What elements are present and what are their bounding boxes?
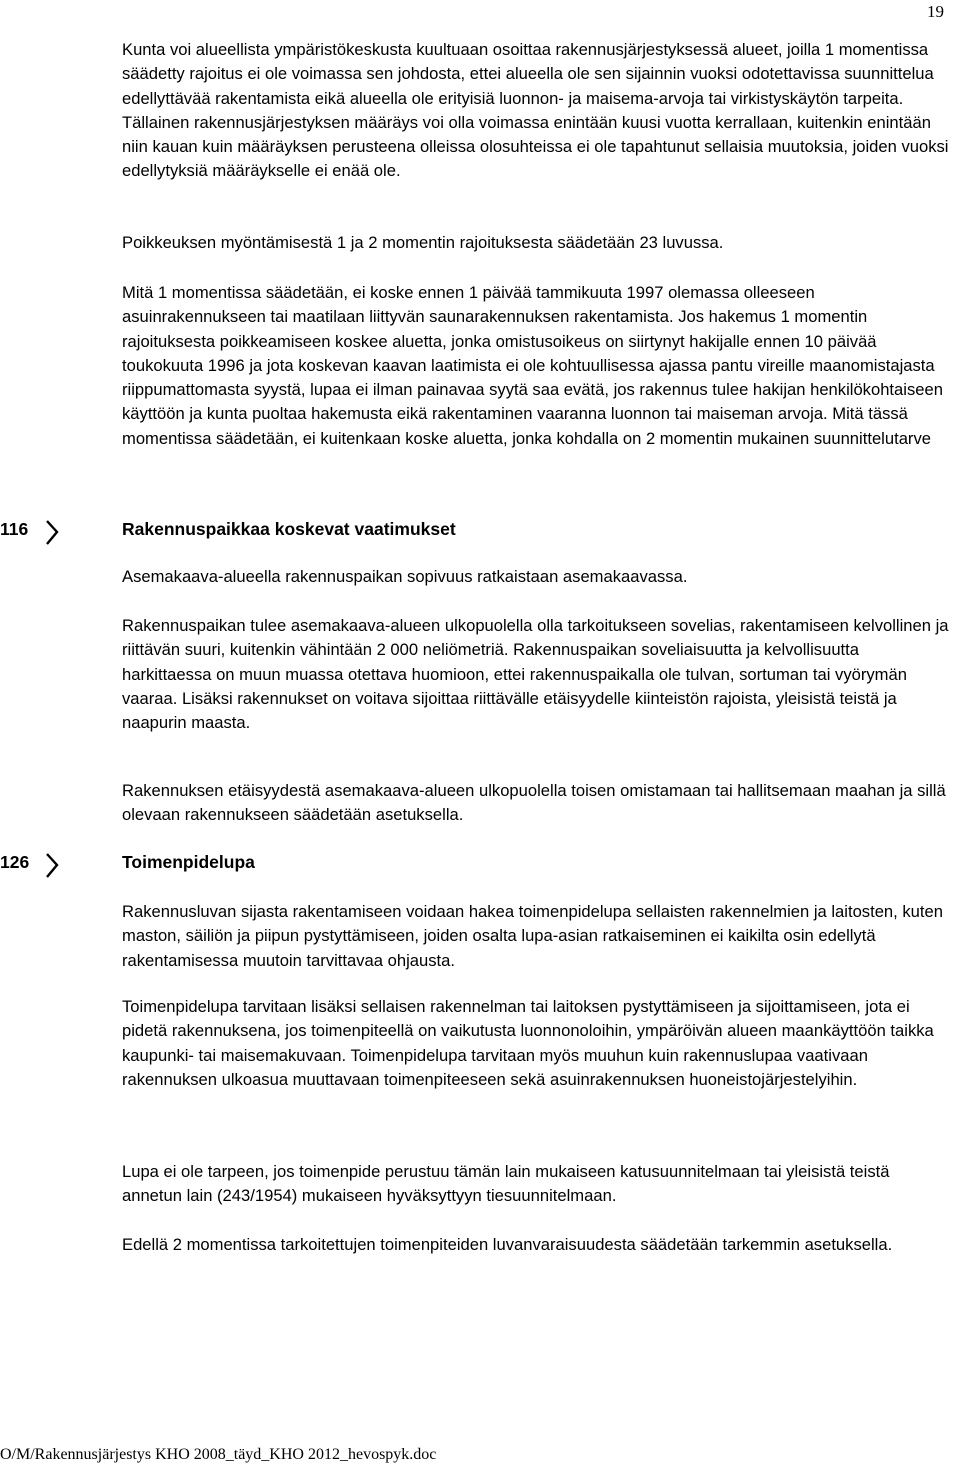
intro-paragraph-2: Poikkeuksen myöntämisestä 1 ja 2 momentin rajoituksesta säädetään 23 luvussa. [122,233,724,252]
paragraph [122,281,950,451]
section-126-paragraph-4: Edellä 2 momentissa tarkoitettujen toimenpiteiden luvanvaraisuudesta säädetään tarkemmin asetuksella. [122,1235,893,1254]
section-sign-icon [44,853,60,879]
paragraph [122,38,950,184]
section-number: 126 [0,852,30,872]
section-116-paragraph-1: Asemakaava-alueella rakennuspaikan sopivuus ratkaistaan asemakaavassa. [122,567,688,586]
paragraph [122,900,950,973]
section-title: Rakennuspaikkaa koskevat vaatimukset [122,519,456,539]
section-sign-icon [44,520,60,546]
section-126-paragraph-1: Rakennusluvan sijasta rakentamiseen voidaan hakea toimenpidelupa sellaisten rakennelmien ja laitosten, kuten maston, säiliön ja piipun pystyttämiseen, joiden osalta lupa-asian ratkaiseminen ei kaikilta osin edellytä rakentamisessa muutoin tarvittavaa ohjausta. [122,902,943,970]
section-title: Toimenpidelupa [122,852,255,872]
paragraph [122,779,950,828]
paragraph [122,995,950,1092]
footer-filename: O/M/Rakennusjärjestys KHO 2008_täyd_KHO 2012_hevospyk.doc [0,1446,437,1463]
paragraph [122,565,950,589]
intro-paragraph-3: Mitä 1 momentissa säädetään, ei koske ennen 1 päivää tammikuuta 1997 olemassa olleeseen asuinrakennukseen tai maatilaan liittyvän saunarakennuksen rakentamista. Jos hakemus 1 momentin rajoituksesta poikkeamiseen koskee aluetta, jonka omistusoikeus on siirtynyt hakijalle ennen 10 päivää toukokuuta 1996 ja jota koskevan kaavan laatimista ei ole kohtuullisessa ajassa pantu vireille maanomistajasta riippumattomasta syystä, lupaa ei ilman painavaa syytä saa evätä, jos rakennus tulee hakijan henkilökohtaiseen käyttöön ja kunta puoltaa hakemusta eikä rakentaminen vaaranna luonnon tai maiseman arvoja. Mitä tässä momentissa säädetään, ei kuitenkaan koske aluetta, jonka kohdalla on 2 momentin mukainen suunnittelutarve [122,283,943,448]
paragraph [122,614,950,735]
section-number: 116 [0,519,29,539]
paragraph [122,231,950,255]
page-number: 19 [927,2,944,21]
intro-paragraph-1: Kunta voi alueellista ympäristökeskusta kuultuaan osoittaa rakennusjärjestyksessä alueet, joilla 1 momentissa säädetty rajoitus ei ole voimassa sen johdosta, ettei alueella ole sen sijainnin vuoksi odotettavissa suunnittelua edellyttävää rakentamista eikä alueella ole erityisiä luonnon- ja maisema-arvoja tai virkistyskäytön tarpeita. Tällainen rakennusjärjestyksen määräys voi olla voimassa enintään kuusi vuotta kerrallaan, kuitenkin enintään niin kauan kuin määräyksen perusteena olleissa olosuhteissa ei ole tapahtunut sellaisia muutoksia, joiden vuoksi edellytyksiä määräykselle ei enää ole. [122,40,949,181]
paragraph [122,1160,950,1209]
section-116-paragraph-2: Rakennuspaikan tulee asemakaava-alueen ulkopuolella olla tarkoitukseen sovelias, rakentamiseen kelvollinen ja riittävän suuri, kuitenkin vähintään 2 000 neliömetriä. Rakennuspaikan soveliaisuutta ja kelvollisuutta harkittaessa on muun muassa otettava huomioon, ettei rakennuspaikalla ole tulvan, sortuman tai vyörymän vaaraa. Lisäksi rakennukset on voitava sijoittaa riittävälle etäisyydelle kiinteistön rajoista, yleisistä teistä ja naapurin maasta. [122,616,949,733]
section-126-paragraph-2: Toimenpidelupa tarvitaan lisäksi sellaisen rakennelman tai laitoksen pystyttämiseen ja sijoittamiseen, jota ei pidetä rakennuksena, jos toimenpiteellä on vaikutusta luonnonoloihin, ympäröivän alueen maankäyttöön taikka kaupunki- tai maisemakuvaan. Toimenpidelupa tarvitaan myös muuhun kuin rakennuslupaa vaativaan rakennuksen ulkoasua muuttavaan toimenpiteeseen sekä asuinrakennuksen huoneistojärjestelyihin. [122,997,934,1089]
paragraph [122,1233,950,1257]
section-116-paragraph-3: Rakennuksen etäisyydestä asemakaava-alueen ulkopuolella toisen omistamaan tai hallitsemaan maahan ja sillä olevaan rakennukseen säädetään asetuksella. [122,781,946,825]
section-126-paragraph-3: Lupa ei ole tarpeen, jos toimenpide perustuu tämän lain mukaiseen katusuunnitelmaan tai yleisistä teistä annetun lain (243/1954) mukaiseen hyväksyttyyn tiesuunnitelmaan. [122,1162,890,1206]
